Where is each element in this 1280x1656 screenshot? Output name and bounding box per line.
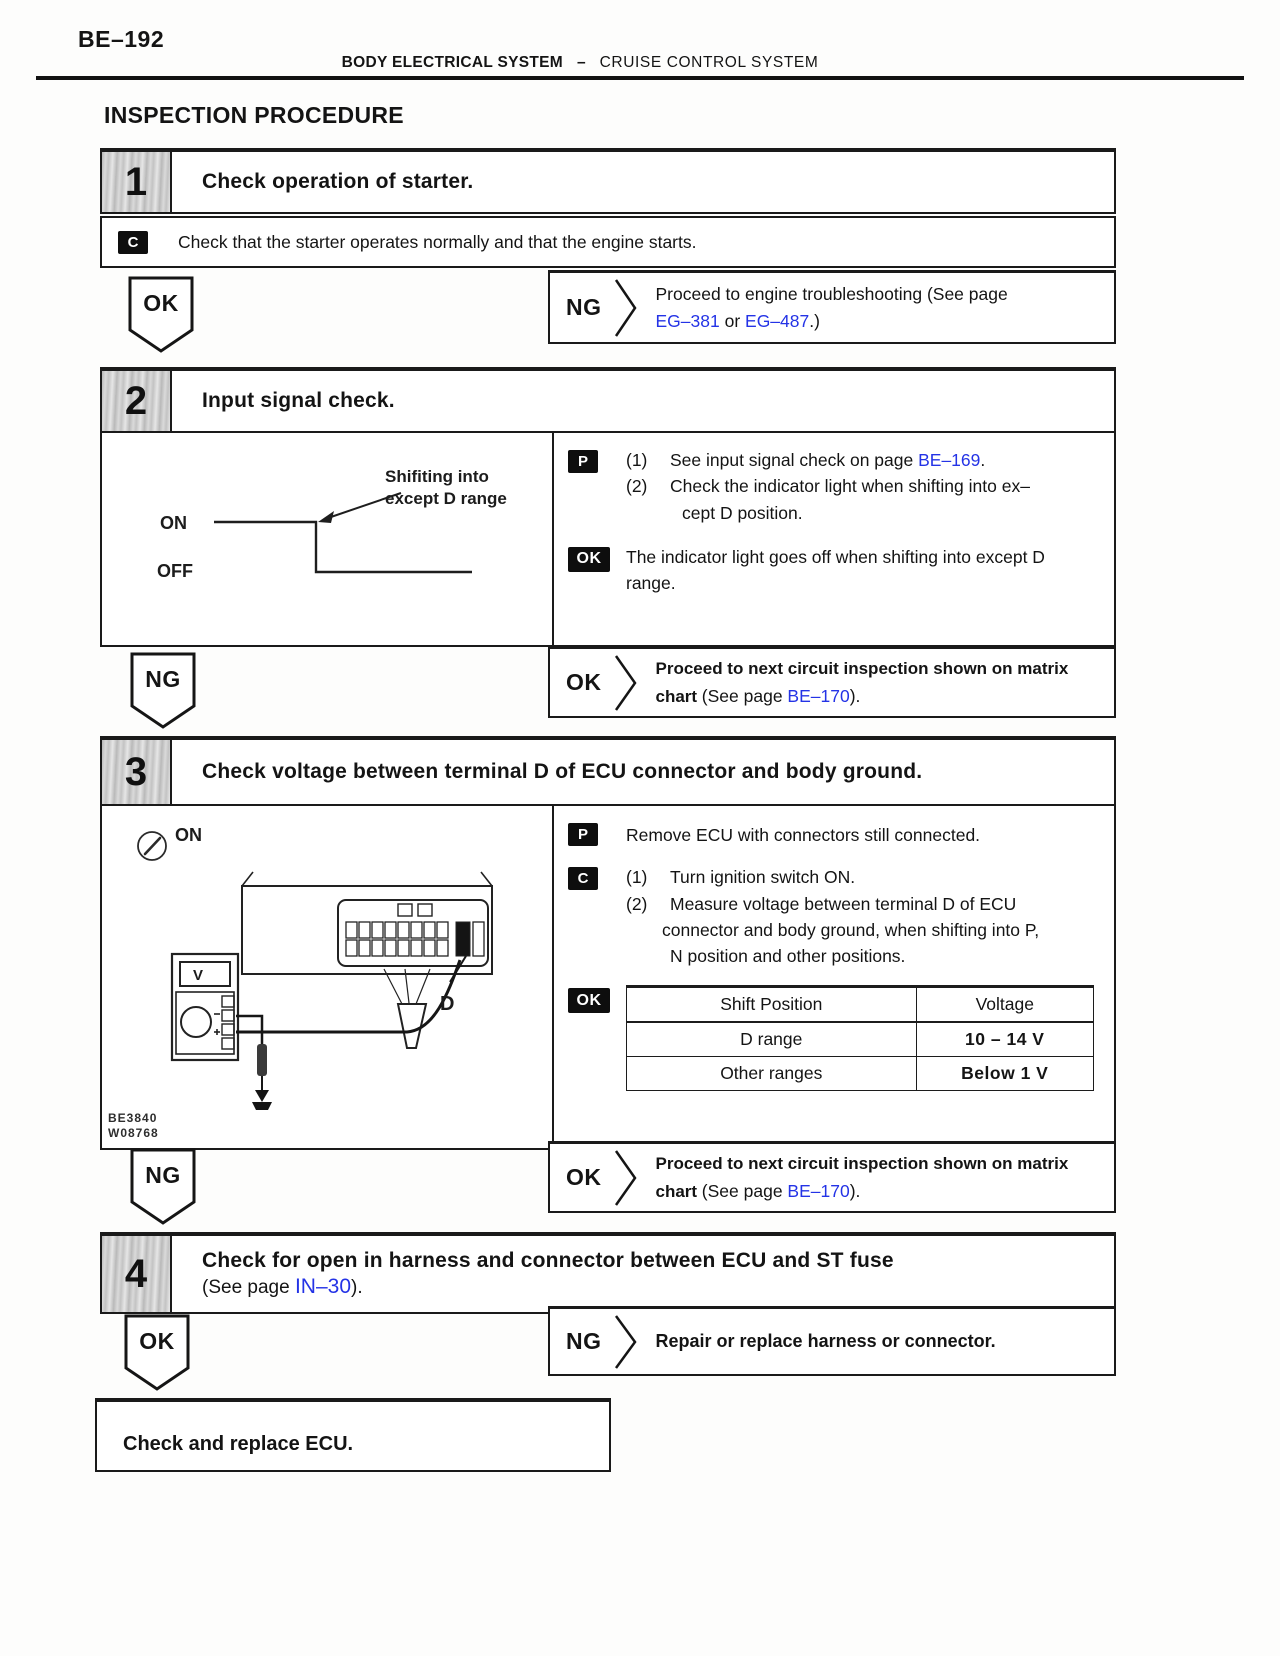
step4-ng-result-box bbox=[548, 1306, 1116, 1376]
chevron-right-icon bbox=[614, 1149, 638, 1207]
section-divider: – bbox=[577, 54, 586, 71]
chevron-right-icon bbox=[614, 278, 638, 338]
step2-ng-pentagon bbox=[130, 652, 196, 730]
step3-ok-result-text bbox=[656, 1150, 1069, 1205]
step3-ok-result-label: OK bbox=[566, 1164, 602, 1190]
step2-header bbox=[100, 367, 1116, 433]
step2-prep-row bbox=[568, 447, 1098, 526]
item1-text: Turn ignition switch ON. bbox=[670, 867, 856, 888]
page-title: INSPECTION PROCEDURE bbox=[104, 102, 404, 128]
step3-prep-row bbox=[568, 820, 1098, 848]
step3-ng-pentagon bbox=[130, 1148, 196, 1226]
voltage-table bbox=[626, 985, 1094, 1091]
page-ref-link-be170[interactable]: BE–170 bbox=[787, 686, 850, 706]
step2-ok-result-box bbox=[548, 646, 1116, 718]
table-row bbox=[627, 1022, 1094, 1057]
step3-diagram-cell bbox=[102, 806, 554, 1148]
step4-ok-label: OK bbox=[139, 1328, 175, 1354]
see-page-text: (See page bbox=[202, 1277, 295, 1298]
page-ref-link-eg381[interactable]: EG–381 bbox=[655, 310, 720, 331]
step1-ok-label: OK bbox=[143, 290, 179, 316]
final-action-box bbox=[95, 1398, 611, 1472]
step4-header bbox=[100, 1232, 1116, 1314]
step1-ok-pentagon bbox=[128, 276, 194, 354]
step3-ng-label: NG bbox=[145, 1162, 181, 1188]
step2-ok-criteria bbox=[626, 544, 1045, 597]
signal-waveform-diagram bbox=[102, 433, 548, 643]
step1-ng-result-box bbox=[548, 270, 1116, 344]
page-ref-link-be169[interactable]: BE–169 bbox=[918, 450, 981, 470]
step1-ng-label: NG bbox=[566, 294, 602, 320]
cell-voltage: 10 – 14 V bbox=[916, 1022, 1093, 1057]
condition-badge: C bbox=[118, 231, 148, 254]
step2-number: 2 bbox=[102, 371, 172, 431]
result-bold-line1: Proceed to next circuit inspection shown on matrix bbox=[655, 1153, 1069, 1173]
step2-diagram-cell bbox=[102, 433, 554, 645]
waveform-on-label: ON bbox=[160, 513, 187, 533]
waveform-annotation-line1: Shifiting into bbox=[385, 467, 489, 486]
step3-cond-item2 bbox=[626, 891, 1039, 917]
step3-prep-text: Remove ECU with connectors still connected. bbox=[626, 825, 981, 845]
result-suffix: ). bbox=[849, 1181, 861, 1201]
step1-ng-text bbox=[656, 281, 1008, 334]
step1-title: Check operation of starter. bbox=[202, 170, 474, 193]
item1-number: (1) bbox=[626, 450, 648, 470]
ignition-on-label: ON bbox=[175, 825, 202, 845]
item2-line2: cept D position. bbox=[682, 502, 803, 523]
step2-ng-label: NG bbox=[145, 666, 181, 692]
ecu-voltage-check-diagram bbox=[102, 806, 548, 1146]
voltmeter bbox=[172, 954, 238, 1060]
result-see-page: (See page bbox=[701, 686, 788, 706]
step3-condition-items bbox=[626, 864, 1039, 969]
voltmeter-display-label: V bbox=[192, 967, 204, 984]
result-bold-line1: Proceed to next circuit inspection shown on matrix bbox=[655, 658, 1069, 678]
result-bold-word: chart bbox=[655, 687, 702, 706]
chevron-right-icon bbox=[614, 654, 638, 712]
ignition-key-icon bbox=[138, 832, 166, 860]
waveform-off-label: OFF bbox=[157, 561, 193, 581]
cell-shift-position: Other ranges bbox=[627, 1057, 917, 1091]
page-number: BE–192 bbox=[78, 26, 165, 52]
step3-ok-result-box bbox=[548, 1141, 1116, 1213]
item2-line1: Measure voltage between terminal D of ECU bbox=[670, 893, 1017, 914]
waveform-annotation-line2: except D range bbox=[385, 489, 507, 508]
step1-condition-text: Check that the starter operates normally and that the engine starts. bbox=[178, 231, 697, 252]
final-action-text: Check and replace ECU. bbox=[123, 1432, 354, 1455]
result-bold-word: chart bbox=[655, 1182, 702, 1201]
step1-ng-line1: Proceed to engine troubleshooting (See page bbox=[655, 284, 1008, 305]
preparation-badge: P bbox=[568, 823, 598, 846]
page-ref-link-be170[interactable]: BE–170 bbox=[787, 1181, 850, 1201]
chevron-right-icon bbox=[614, 1314, 638, 1370]
step1-ng-suffix: .) bbox=[809, 310, 820, 331]
subsection-title: CRUISE CONTROL SYSTEM bbox=[599, 54, 819, 71]
item1-text: See input signal check on page bbox=[670, 450, 919, 470]
step3-title: Check voltage between terminal D of ECU connector and body ground. bbox=[202, 760, 923, 783]
terminal-d-pin bbox=[456, 922, 470, 956]
ecu-box bbox=[242, 872, 492, 974]
page-ref-link-in30[interactable]: IN–30 bbox=[294, 1275, 352, 1298]
step4-ng-text: Repair or replace harness or connector. bbox=[655, 1331, 996, 1351]
preparation-badge: P bbox=[568, 450, 598, 473]
item1-suffix: . bbox=[980, 450, 986, 470]
result-see-page: (See page bbox=[701, 1181, 788, 1201]
step1-condition-row bbox=[100, 216, 1116, 268]
step2-ok-result-text bbox=[656, 655, 1069, 710]
item2-number: (2) bbox=[626, 893, 648, 914]
step3-number: 3 bbox=[102, 740, 172, 804]
running-header bbox=[300, 54, 860, 72]
step1-ng-joiner: or bbox=[719, 310, 746, 331]
ok-badge: OK bbox=[568, 988, 610, 1013]
step3-condition-row bbox=[568, 864, 1098, 969]
item2-number: (2) bbox=[626, 476, 648, 497]
item1-number: (1) bbox=[626, 867, 648, 888]
step4-ok-pentagon bbox=[124, 1314, 190, 1392]
step3-header bbox=[100, 736, 1116, 806]
step2-notes-cell bbox=[554, 433, 1114, 645]
harness-bundle bbox=[384, 969, 430, 1048]
cell-voltage: Below 1 V bbox=[916, 1057, 1093, 1091]
step4-ng-label: NG bbox=[566, 1328, 602, 1354]
voltage-table-header-shift: Shift Position bbox=[627, 987, 917, 1023]
step4-title-line2 bbox=[202, 1275, 894, 1299]
page-ref-link-eg487[interactable]: EG–487 bbox=[745, 310, 810, 331]
item2-line1: Check the indicator light when shifting into ex– bbox=[670, 476, 1030, 497]
header-rule bbox=[36, 76, 1244, 80]
result-suffix: ). bbox=[849, 686, 861, 706]
figure-code-1: BE3840 bbox=[108, 1111, 158, 1125]
ground-probe bbox=[252, 1044, 272, 1110]
figure-code-2: W08768 bbox=[108, 1126, 159, 1140]
condition-badge: C bbox=[568, 867, 598, 890]
step2-prep-item2 bbox=[626, 473, 1030, 499]
ok-criteria-line1: The indicator light goes off when shifting into except D bbox=[626, 546, 1045, 567]
cell-shift-position: D range bbox=[627, 1022, 917, 1057]
step2-prep-item1 bbox=[626, 447, 1030, 473]
step1-number: 1 bbox=[102, 152, 172, 212]
section-title: BODY ELECTRICAL SYSTEM bbox=[341, 54, 563, 71]
step2-ok-result-label: OK bbox=[566, 669, 602, 695]
step3-ok-table-row bbox=[568, 985, 1098, 1091]
item2-line3: N position and other positions. bbox=[670, 946, 906, 966]
step3-content bbox=[100, 804, 1116, 1150]
step4-number: 4 bbox=[102, 1236, 172, 1312]
step2-content bbox=[100, 431, 1116, 647]
step3-notes-cell bbox=[554, 806, 1114, 1148]
step3-cond-item1 bbox=[626, 864, 1039, 890]
step2-ok-criteria-row bbox=[568, 544, 1098, 597]
step2-prep-items bbox=[626, 447, 1030, 526]
step1-header bbox=[100, 148, 1116, 214]
table-row bbox=[627, 1057, 1094, 1091]
terminal-d-label: D bbox=[440, 993, 455, 1015]
item2-line2: connector and body ground, when shifting into P, bbox=[662, 919, 1040, 940]
step4-title-line1: Check for open in harness and connector between ECU and ST fuse bbox=[202, 1249, 894, 1272]
step2-title: Input signal check. bbox=[202, 389, 395, 412]
see-page-suffix: ). bbox=[351, 1277, 363, 1298]
ok-badge: OK bbox=[568, 547, 610, 572]
test-leads bbox=[236, 956, 466, 1044]
ok-criteria-line2: range. bbox=[626, 573, 676, 593]
voltage-table-header-voltage: Voltage bbox=[916, 987, 1093, 1023]
